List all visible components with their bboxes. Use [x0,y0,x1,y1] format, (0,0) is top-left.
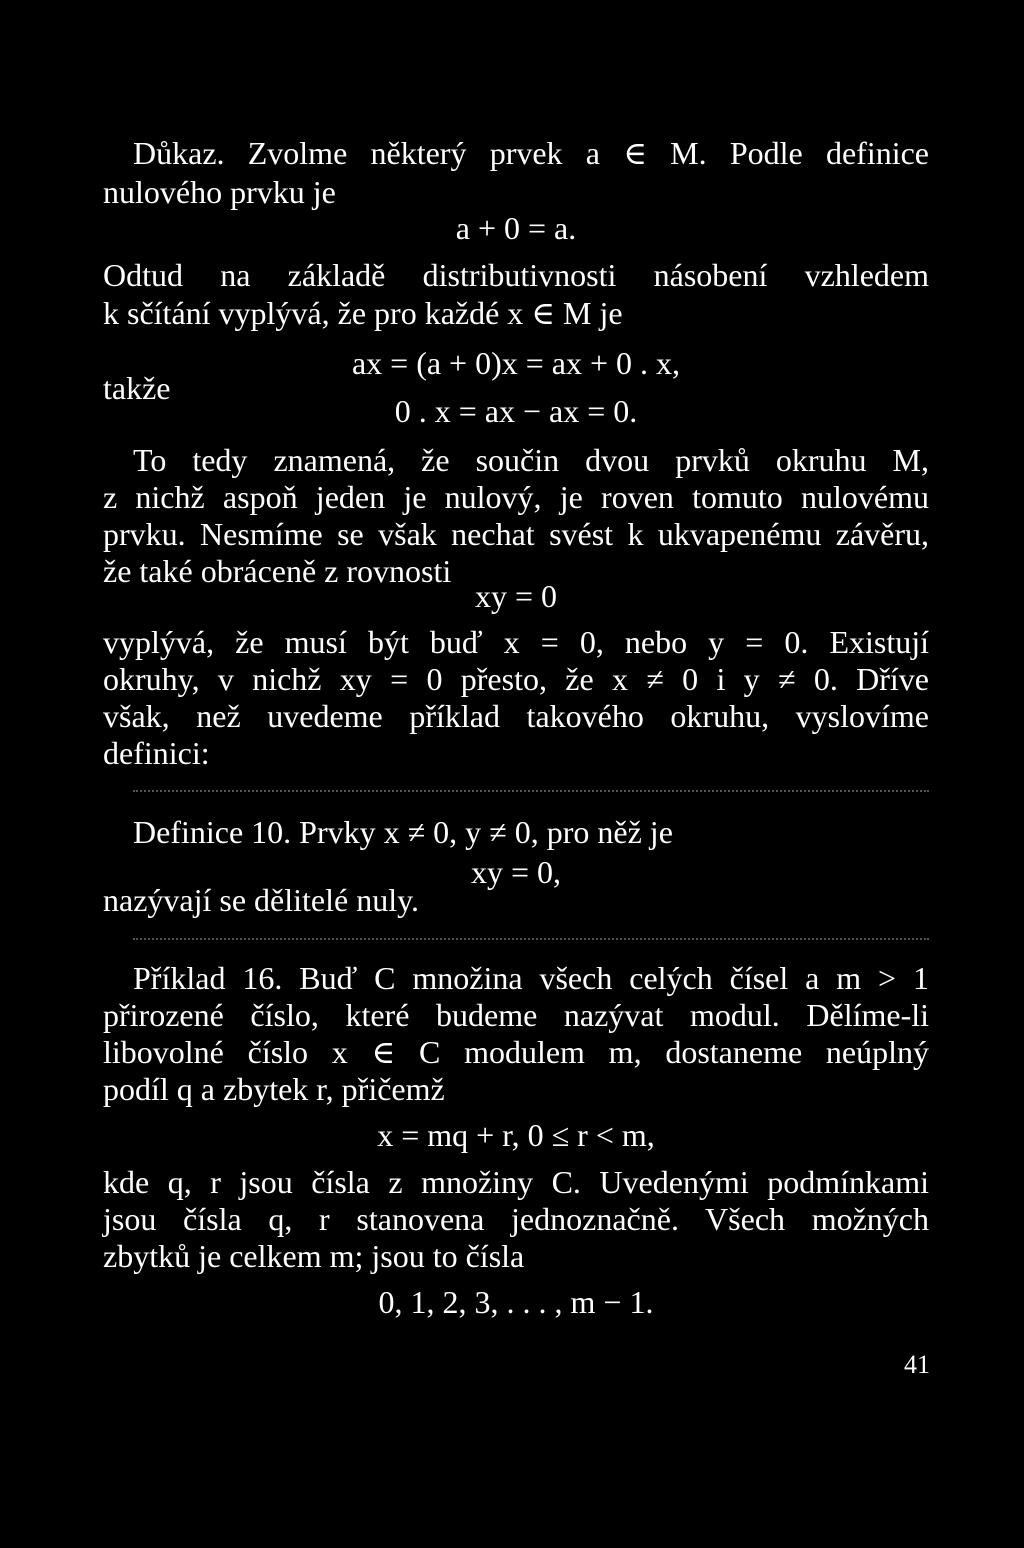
definition-equation: xy = 0, [470,854,562,890]
definition-line-1: Definice 10. Prvky x ≠ 0, y ≠ 0, pro něž je [133,814,673,850]
proof-line-9: vyplývá, že musí být buď x = 0, nebo y = 0. Existují [103,624,929,660]
example-line-1: Příklad 16. Buď C množina všech celých čísel a m > 1 [133,960,929,996]
example-line-2: přirozené číslo, které budeme nazývat modul. Dělíme-li [103,997,929,1033]
example-equation-remainders: 0, 1, 2, 3, . . . , m − 1. [378,1284,654,1320]
takze-label: takže [103,370,171,406]
equation-zero-x: 0 . x = ax − ax = 0. [394,393,638,429]
proof-line-6: z nichž aspoň jeden je nulový, je roven tomuto nulovému [103,479,929,515]
proof-line-4: k sčítání vyplývá, že pro každé x ∈ M je [103,295,623,331]
divider-bottom [133,938,929,940]
proof-line-10: okruhy, v nichž xy = 0 přesto, že x ≠ 0 i y ≠ 0. Dříve [103,661,929,697]
proof-line-5: To tedy znamená, že součin dvou prvků okruhu M, [133,442,929,478]
example-line-3: libovolné číslo x ∈ C modulem m, dostaneme neúplný [103,1034,929,1070]
equation-xy-zero: xy = 0 [474,578,558,614]
equation-ax: ax = (a + 0)x = ax + 0 . x, [351,345,681,381]
proof-line-3: Odtud na základě distributivnosti násobení vzhledem [103,257,929,293]
proof-line-11: však, než uvedeme příklad takového okruhu, vyslovíme [103,698,929,734]
proof-line-7: prvku. Nesmíme se však nechat svést k ukvapenému závěru, [103,516,929,552]
equation-a-plus-zero: a + 0 = a. [455,210,577,246]
example-equation-division: x = mq + r, 0 ≤ r < m, [377,1117,655,1153]
example-line-5: kde q, r jsou čísla z množiny C. Uvedenými podmínkami [103,1164,929,1200]
example-line-7: zbytků je celkem m; jsou to čísla [103,1238,525,1274]
definition-line-2: nazývají se dělitelé nuly. [103,882,420,918]
example-line-6: jsou čísla q, r stanovena jednoznačně. Všech možných [103,1201,929,1237]
divider-top [133,790,929,792]
page-number: 41 [904,1350,930,1379]
proof-line-2: nulového prvku je [103,174,336,210]
proof-line-8: že také obráceně z rovnosti [103,553,452,589]
example-line-4: podíl q a zbytek r, přičemž [103,1071,445,1107]
proof-line-1: Důkaz. Zvolme některý prvek a ∈ M. Podle definice [133,135,929,171]
proof-line-12: definici: [103,735,210,771]
